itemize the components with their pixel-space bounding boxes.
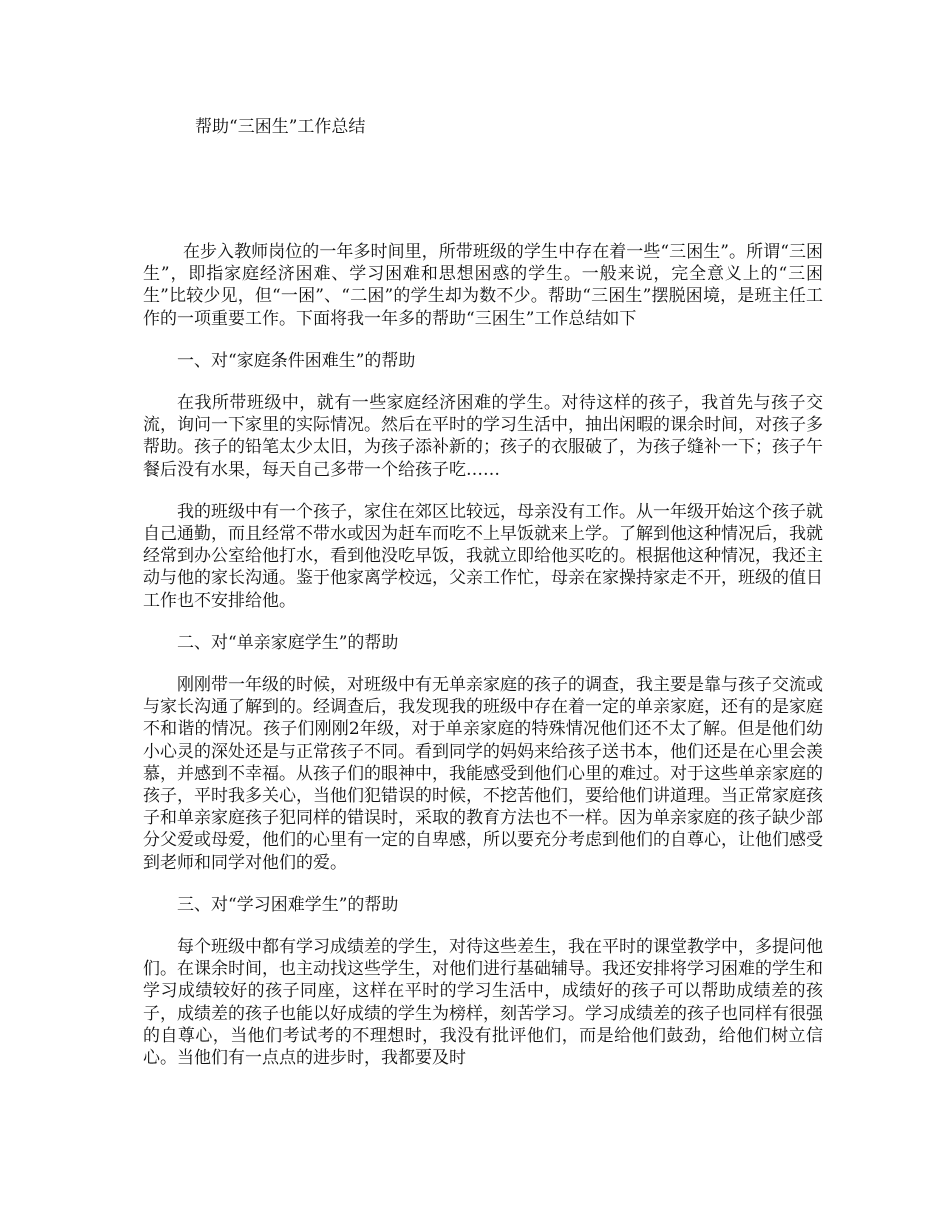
section-1-paragraph-1: 在我所带班级中，就有一些家庭经济困难的学生。对待这样的孩子，我首先与孩子交流，询问一下家里的实际情况。然后在平时的学习生活中，抽出闲暇的课余时间，对孩子多帮助。孩子的铅笔太少太旧，为孩子添补新的；孩子的衣服破了，为孩子缝补一下；孩子午餐后没有水果，每天自己多带一个给孩子吃…… — [143, 393, 823, 480]
section-1-paragraph-2: 我的班级中有一个孩子，家住在郊区比较远，母亲没有工作。从一年级开始这个孩子就自己通勤，而且经常不带水或因为赶车而吃不上早饭就来上学。了解到他这种情况后，我就经常到办公室给他打水，看到他没吃早饭，我就立即给他买吃的。根据他这种情况，我还主动与他的家长沟通。鉴于他家离学校远，父亲工作忙，母亲在家操持家走不开，班级的值日工作也不安排给他。 — [143, 501, 823, 611]
section-3-heading: 三、对“学习困难学生”的帮助 — [177, 894, 399, 915]
section-1-heading: 一、对“家庭条件困难生”的帮助 — [177, 350, 416, 371]
section-2-paragraph-1: 刚刚带一年级的时候，对班级中有无单亲家庭的孩子的调查，我主要是靠与孩子交流或与家长沟通了解到的。经调查后，我发现我的班级中存在着一定的单亲家庭，还有的是家庭不和谐的情况。孩子们刚刚2年级，对于单亲家庭的特殊情况他们还不太了解。但是他们幼小心灵的深处还是与正常孩子不同。看到同学的妈妈来给孩子送书本，他们还是在心里会羡慕，并感到不幸福。从孩子们的眼神中，我能感受到他们心里的难过。对于这些单亲家庭的孩子，平时我多关心，当他们犯错误的时候，不挖苦他们，要给他们讲道理。当正常家庭孩子和单亲家庭孩子犯同样的错误时，采取的教育方法也不一样。因为单亲家庭的孩子缺少部分父爱或母爱，他们的心里有一定的自卑感，所以要充分考虑到他们的自尊心，让他们感受到老师和同学对他们的爱。 — [143, 675, 823, 873]
document-body — [143, 241, 823, 1089]
document-title: 帮助“三困生”工作总结 — [195, 117, 366, 137]
section-2-heading: 二、对“单亲家庭学生”的帮助 — [177, 632, 399, 653]
intro-paragraph: 在步入教师岗位的一年多时间里，所带班级的学生中存在着一些“三困生”。所谓“三困生”，即指家庭经济困难、学习困难和思想困惑的学生。一般来说，完全意义上的“三困生”比较少见，但“一困”、“二困”的学生却为数不少。帮助“三困生”摆脱困境，是班主任工作的一项重要工作。下面将我一年多的帮助“三困生”工作总结如下 — [143, 242, 823, 329]
section-3-paragraph-1: 每个班级中都有学习成绩差的学生，对待这些差生，我在平时的课堂教学中，多提问他们。在课余时间，也主动找这些学生，对他们进行基础辅导。我还安排将学习困难的学生和学习成绩较好的孩子同座，这样在平时的学习生活中，成绩好的孩子可以帮助成绩差的孩子，成绩差的孩子也能以好成绩的学生为榜样，刻苦学习。学习成绩差的孩子也同样有很强的自尊心，当他们考试考的不理想时，我没有批评他们，而是给他们鼓劲，给他们树立信心。当他们有一点点的进步时，我都要及时 — [143, 937, 823, 1069]
